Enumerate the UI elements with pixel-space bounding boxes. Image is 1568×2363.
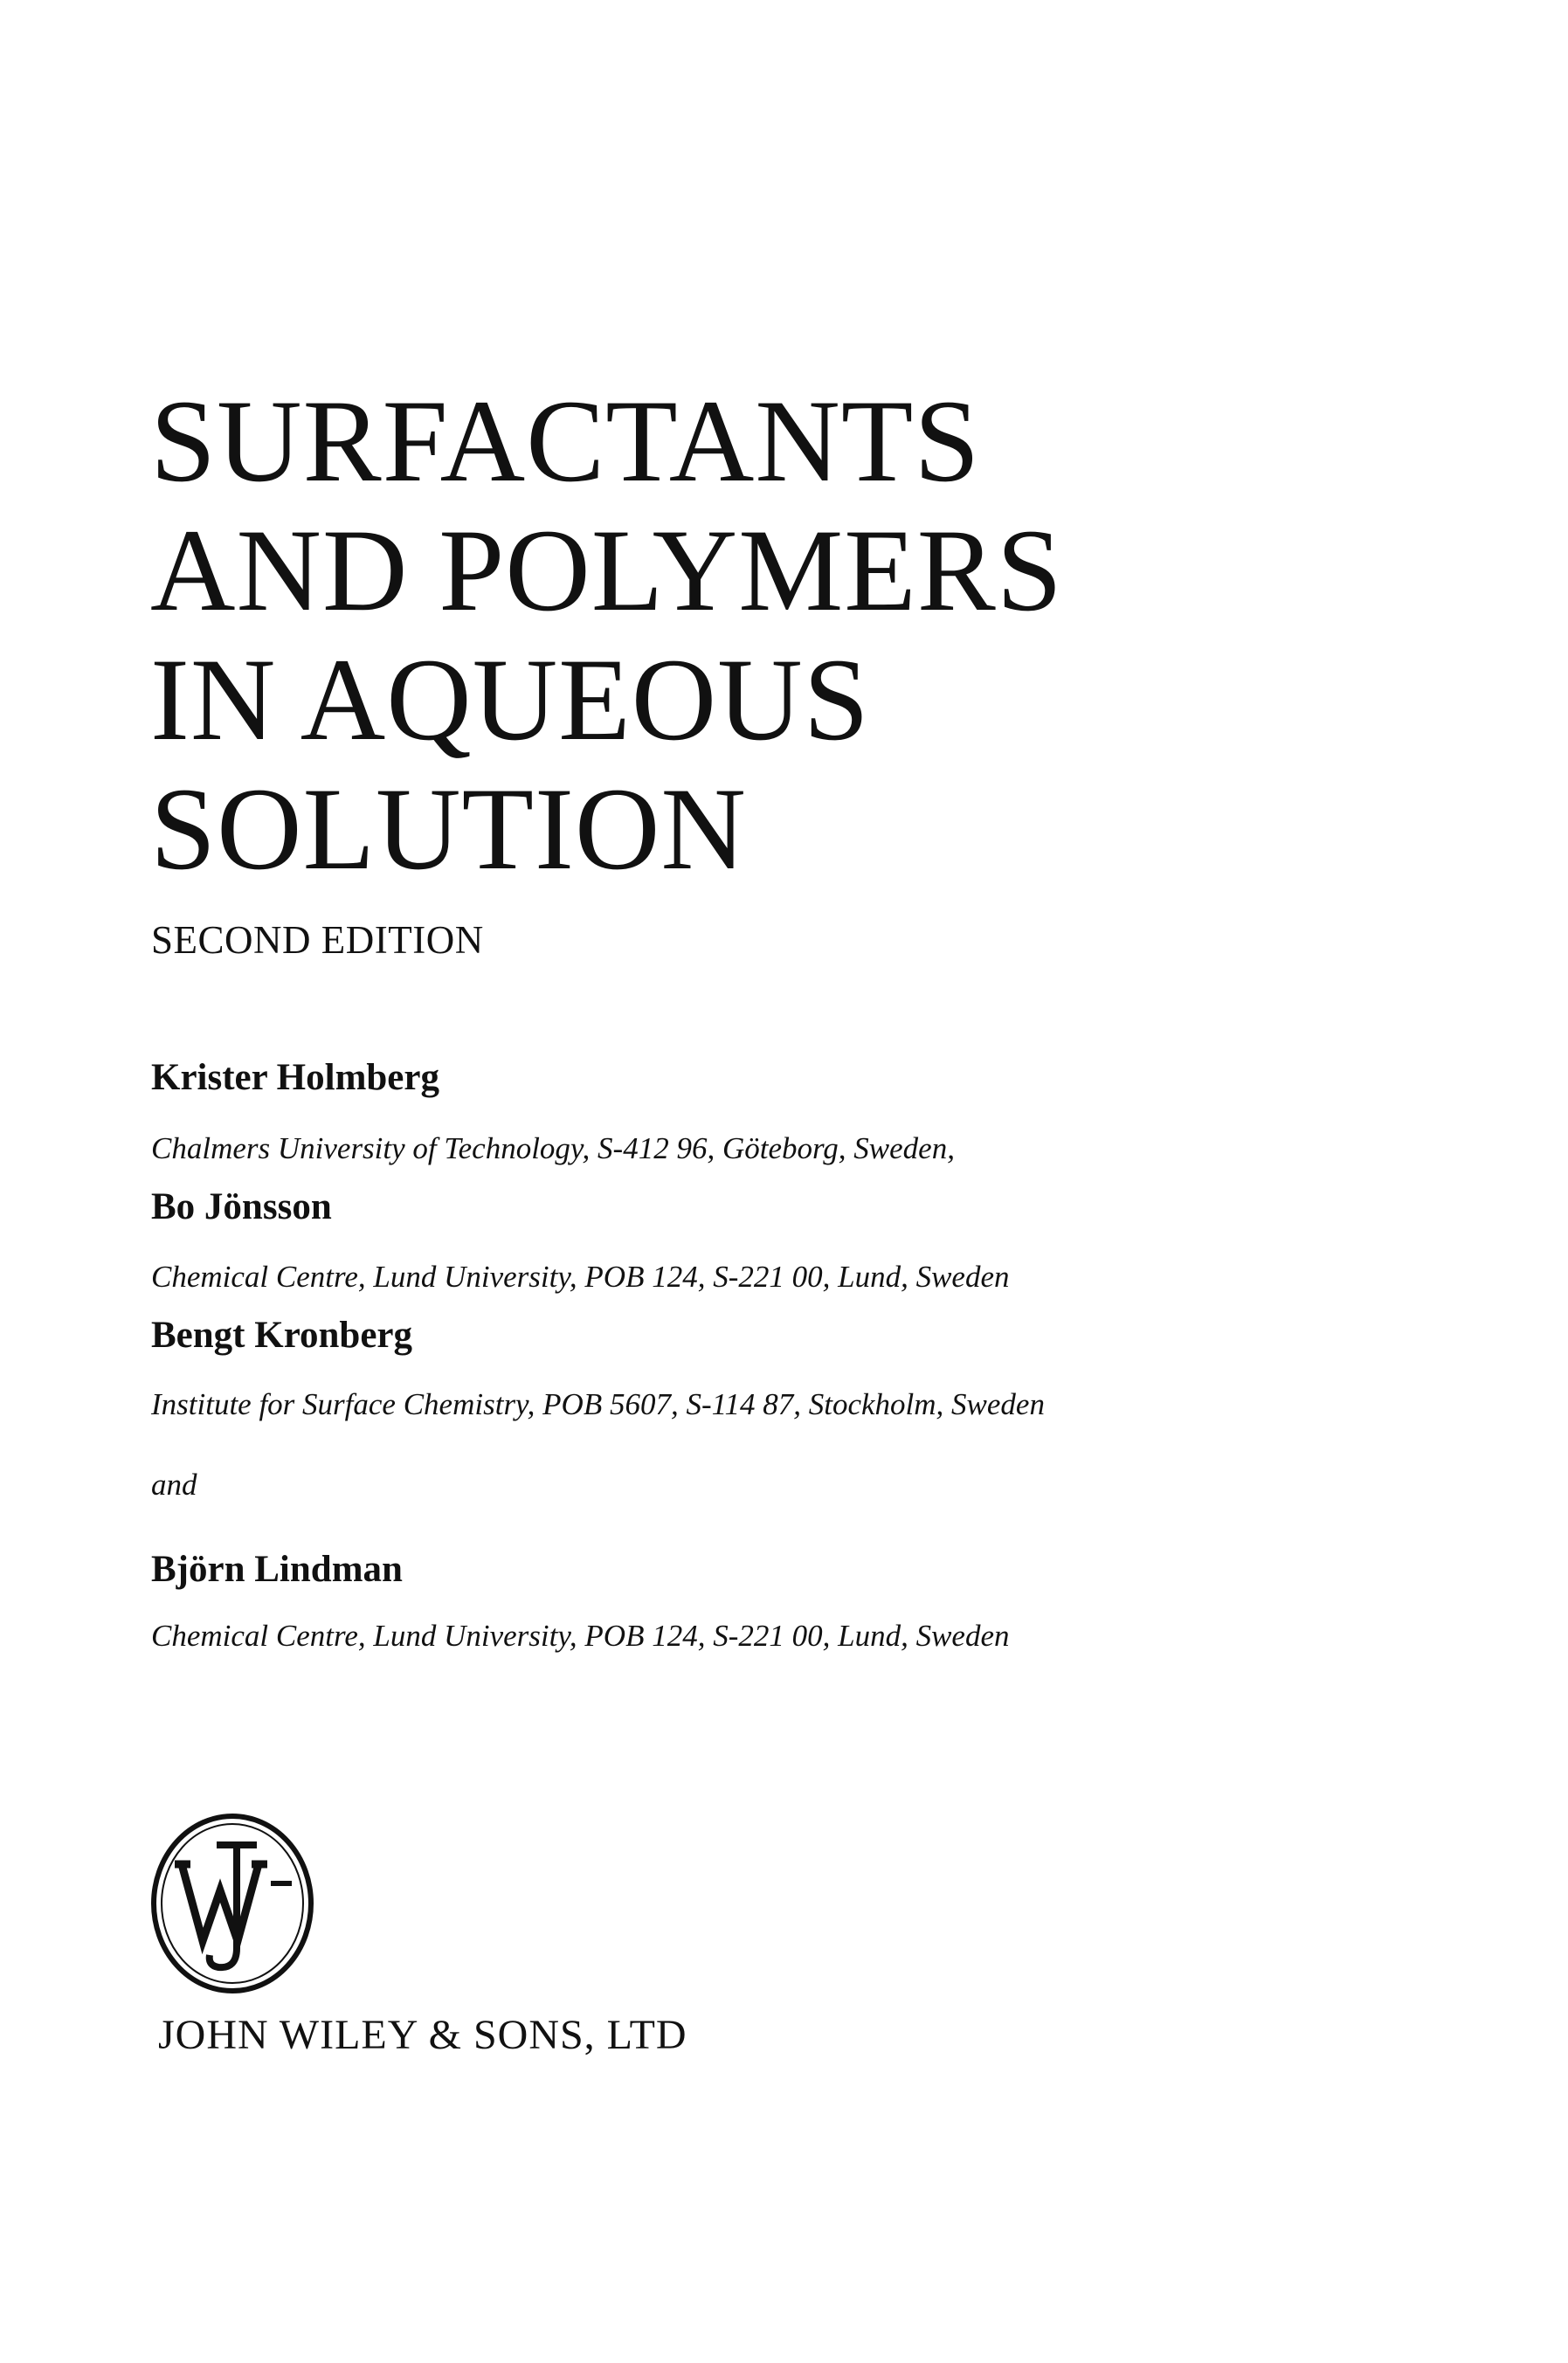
- title-line-3: IN AQUEOUS: [150, 635, 870, 765]
- title-line-1: SURFACTANTS: [150, 377, 981, 507]
- book-title: [150, 377, 1373, 895]
- author-name-4: Björn Lindman: [151, 1549, 403, 1590]
- author-affiliation-3: Institute for Surface Chemistry, POB 5607, S-114 87, Stockholm, Sweden: [151, 1387, 1045, 1421]
- publisher-name: JOHN WILEY & SONS, LTD: [158, 2012, 687, 2058]
- author-name-1: Krister Holmberg: [151, 1057, 439, 1098]
- wiley-logo-icon: [149, 1810, 316, 1998]
- conjunction-and: and: [151, 1468, 197, 1502]
- author-name-2: Bo Jönsson: [151, 1186, 332, 1227]
- title-line-4: SOLUTION: [150, 764, 747, 895]
- author-affiliation-1: Chalmers University of Technology, S-412 96, Göteborg, Sweden,: [151, 1131, 955, 1165]
- author-affiliation-2: Chemical Centre, Lund University, POB 124, S-221 00, Lund, Sweden: [151, 1260, 1010, 1294]
- title-line-2: AND POLYMERS: [150, 506, 1063, 636]
- author-name-3: Bengt Kronberg: [151, 1315, 413, 1356]
- edition-label: SECOND EDITION: [151, 918, 484, 962]
- author-affiliation-4: Chemical Centre, Lund University, POB 124, S-221 00, Lund, Sweden: [151, 1619, 1010, 1653]
